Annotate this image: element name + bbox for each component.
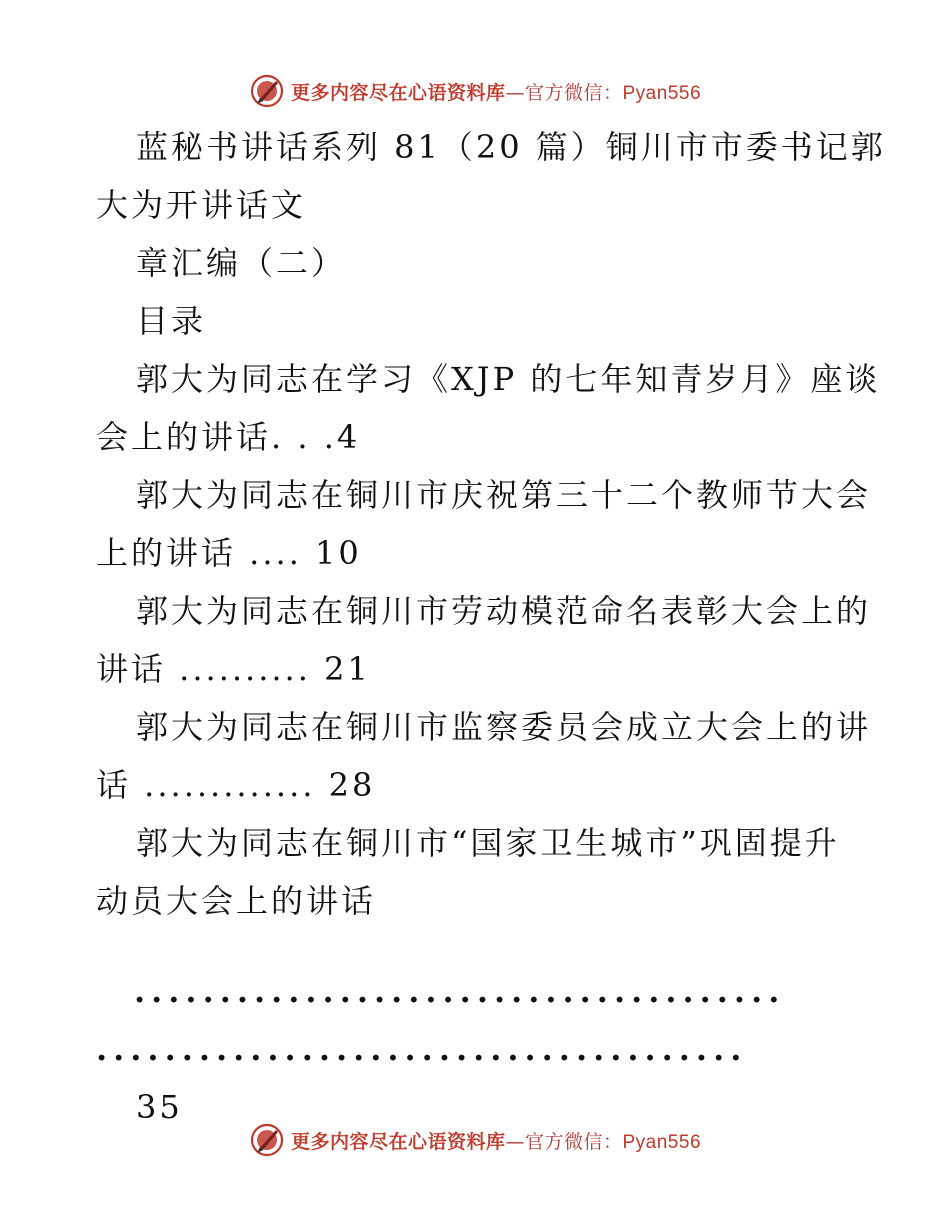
toc-entry-title: 郭大为同志在铜川市监察委员会成立大会上的讲 bbox=[136, 708, 872, 746]
doc-title-line-1: 蓝秘书讲话系列 81（20 篇）铜川市市委书记郭 bbox=[136, 128, 886, 166]
toc-entry bbox=[96, 814, 866, 1136]
doc-title-line-3: 章汇编（二） bbox=[136, 244, 347, 282]
watermark-id: Pyan556 bbox=[622, 1131, 702, 1153]
toc-leader-dots: ...................................... bbox=[134, 972, 786, 1010]
watermark-main: 更多内容尽在心语资料库 bbox=[290, 81, 506, 104]
watermark-dash: — bbox=[505, 1130, 525, 1153]
watermark-footer bbox=[0, 1120, 950, 1160]
watermark-main: 更多内容尽在心语资料库 bbox=[290, 1130, 506, 1153]
toc-entry bbox=[96, 582, 872, 698]
toc-entry-title: 郭大为同志在学习《XJP 的七年知青岁月》座谈 bbox=[136, 360, 881, 398]
spacer bbox=[96, 930, 866, 962]
doc-title-line-2: 大为开讲话文 bbox=[96, 186, 307, 224]
watermark-header bbox=[0, 71, 950, 111]
quill-logo-icon bbox=[249, 1122, 285, 1158]
toc-entry bbox=[96, 466, 872, 582]
toc-entry bbox=[96, 698, 872, 814]
toc-leader-dots: ...................................... bbox=[96, 1030, 748, 1068]
watermark-id: Pyan556 bbox=[622, 82, 702, 104]
toc-entry-page-line: 会上的讲话. . .4 bbox=[96, 418, 361, 456]
toc-entry-title: 郭大为同志在铜川市“国家卫生城市”巩固提升 bbox=[136, 824, 840, 862]
toc-entry-page-number: 35 bbox=[136, 1088, 183, 1126]
quill-logo-icon bbox=[249, 73, 285, 109]
toc-entry-title-cont: 动员大会上的讲话 bbox=[96, 882, 377, 920]
toc-heading: 目录 bbox=[136, 302, 207, 340]
toc-entry-title: 郭大为同志在铜川市庆祝第三十二个教师节大会 bbox=[136, 476, 872, 514]
watermark-text bbox=[291, 1127, 701, 1154]
toc-entry-page-line: 话 ............. 28 bbox=[96, 766, 376, 804]
document-body bbox=[96, 118, 886, 1136]
toc-entry-title: 郭大为同志在铜川市劳动模范命名表彰大会上的 bbox=[136, 592, 872, 630]
watermark-sub: 官方微信： bbox=[524, 81, 623, 104]
toc-entry-page-line: 讲话 .......... 21 bbox=[96, 650, 371, 688]
watermark-dash: — bbox=[505, 81, 525, 104]
toc-entry-page-line: 上的讲话 .... 10 bbox=[96, 534, 362, 572]
watermark-sub: 官方微信： bbox=[524, 1130, 623, 1153]
toc-entry bbox=[96, 350, 881, 466]
watermark-text bbox=[291, 78, 701, 105]
